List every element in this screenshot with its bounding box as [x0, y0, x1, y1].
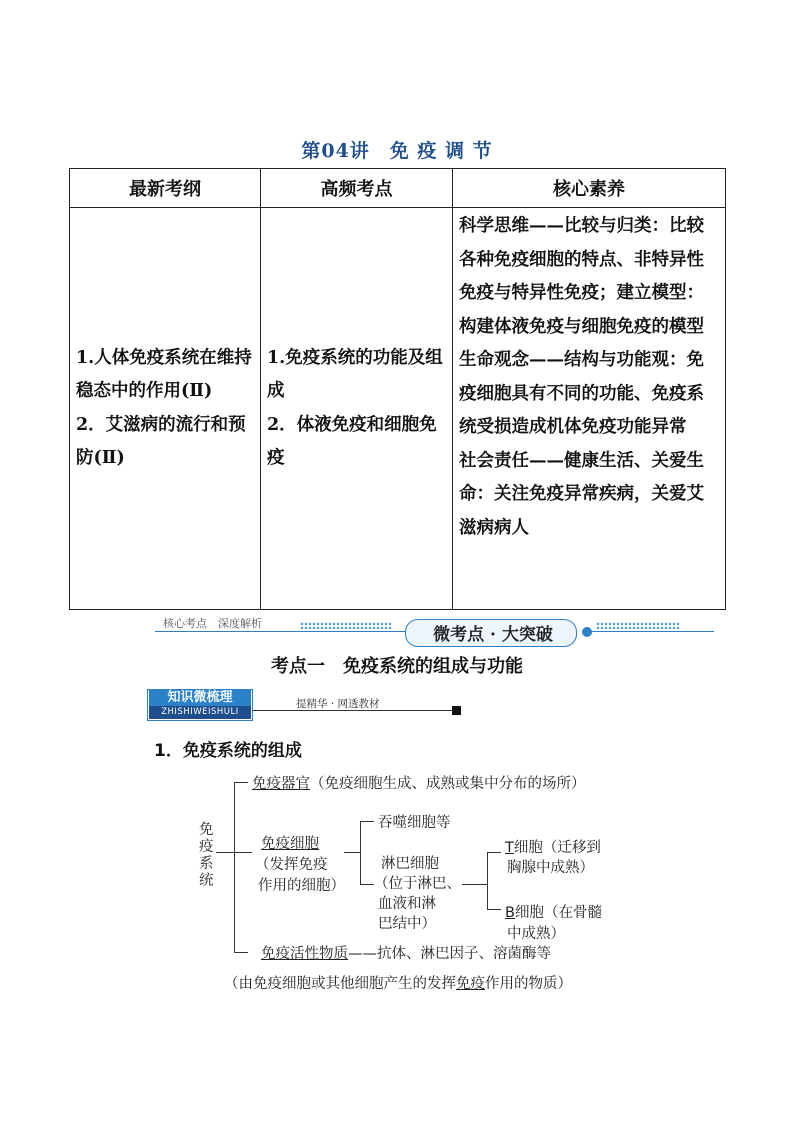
phagocyte-label: 吞噬细胞等	[378, 815, 451, 831]
syllabus-table	[69, 168, 726, 610]
table-header: 核心素养	[453, 169, 726, 208]
banner-dots-left	[300, 622, 392, 629]
footnote-pre: （由免疫细胞或其他细胞产生的发挥	[224, 976, 456, 992]
literacy-text: ——健康生活、关爱生命：关注免疫异常疾病，关爱艾滋病病人	[459, 450, 704, 538]
t-cell-text: 细胞（迁移到	[513, 840, 601, 856]
footnote	[224, 972, 572, 993]
badge-square-icon	[452, 706, 461, 715]
literacy-label: 社会责任	[459, 450, 529, 471]
footnote-post: 作用的物质）	[485, 976, 572, 992]
literacy-label: 生命观念	[459, 350, 529, 370]
organ-line	[252, 772, 586, 793]
t-letter: T	[505, 840, 514, 856]
lymphocyte-desc: 血液和淋	[378, 896, 436, 912]
banner-left-text: 核心考点 深度解析	[163, 617, 262, 630]
diagram-connector	[344, 852, 360, 853]
banner-title: 微考点 · 大突破	[433, 625, 553, 645]
literacy-cell	[453, 208, 726, 610]
organ-label: 免疫器官	[252, 776, 310, 792]
lymphocyte-label: 淋巴细胞	[381, 856, 439, 872]
banner-dots-right	[596, 622, 680, 629]
cell-desc: 作用的细胞）	[258, 878, 345, 894]
syllabus-cell: 1.人体免疫系统在维持稳态中的作用(Ⅱ) 2．艾滋病的流行和预防(Ⅱ)	[70, 208, 261, 610]
organ-desc: （免疫细胞生成、成熟或集中分布的场所）	[310, 776, 586, 792]
table-header: 高频考点	[261, 169, 453, 208]
table-header: 最新考纲	[70, 169, 261, 208]
b-letter: B	[505, 905, 515, 921]
b-cell-text: 细胞（在骨髓	[514, 905, 602, 921]
literacy-item	[459, 210, 719, 344]
diagram-root: 免疫系统	[199, 822, 214, 889]
page-title: 第04讲 免 疫 调 节	[301, 140, 493, 162]
badge-title: 知识微梳理	[149, 690, 251, 706]
literacy-text: ——比较与归类：比较各种免疫细胞的特点、非特异性免疫与特异性免疫；建立模型：构建体液免疫与细胞免疫的模型	[459, 216, 704, 337]
diagram-connector	[234, 852, 252, 853]
cell-bracket	[360, 821, 361, 884]
table-header-row	[70, 169, 726, 208]
banner-circle-icon	[582, 627, 592, 637]
hotspot-cell: 1.免疫系统的功能及组成 2．体液免疫和细胞免疫	[261, 208, 453, 610]
b-cell-desc: 中成熟）	[507, 926, 565, 942]
diagram-connector	[462, 884, 487, 885]
cell-desc: （发挥免疫	[255, 857, 328, 873]
lymph-bracket	[487, 852, 488, 909]
active-desc: ——抗体、淋巴因子、溶菌酶等	[348, 946, 551, 962]
banner-rule-mid	[275, 631, 405, 632]
diagram-connector	[360, 884, 374, 885]
diagram-main-bracket	[234, 782, 235, 952]
t-cell-line	[505, 836, 601, 857]
diagram-connector	[487, 852, 501, 853]
diagram-connector	[360, 821, 374, 822]
footnote-underlined: 免疫	[456, 976, 485, 992]
heading-immune-composition: 1．免疫系统的组成	[154, 741, 302, 761]
lymphocyte-desc: 巴结中）	[378, 916, 436, 932]
lymphocyte-desc: （位于淋巴、	[374, 876, 461, 892]
b-cell-line	[505, 901, 602, 922]
literacy-text: ——结构与功能观：免疫细胞具有不同的功能、免疫系统受损造成机体免疫功能异常	[459, 350, 704, 437]
badge-subtitle: ZHISHIWEISHULI	[149, 706, 251, 719]
literacy-label: 科学思维	[459, 216, 529, 236]
diagram-connector	[487, 909, 501, 910]
diagram-root-connector	[216, 852, 234, 853]
badge-caption: 提精华 · 网透教材	[296, 698, 380, 710]
diagram-connector	[234, 952, 248, 953]
active-label: 免疫活性物质	[261, 946, 348, 962]
section-title: 考点一 免疫系统的组成与功能	[271, 656, 523, 677]
active-substance-line	[261, 942, 551, 963]
diagram-connector	[234, 782, 248, 783]
badge-rule	[252, 710, 452, 711]
banner-rule-right	[590, 631, 714, 632]
literacy-item	[459, 445, 719, 546]
table-row	[70, 208, 726, 610]
t-cell-desc: 胸腺中成熟）	[507, 860, 594, 876]
literacy-item	[459, 344, 719, 445]
cell-label: 免疫细胞	[261, 836, 319, 852]
banner-rule-left	[155, 631, 275, 632]
